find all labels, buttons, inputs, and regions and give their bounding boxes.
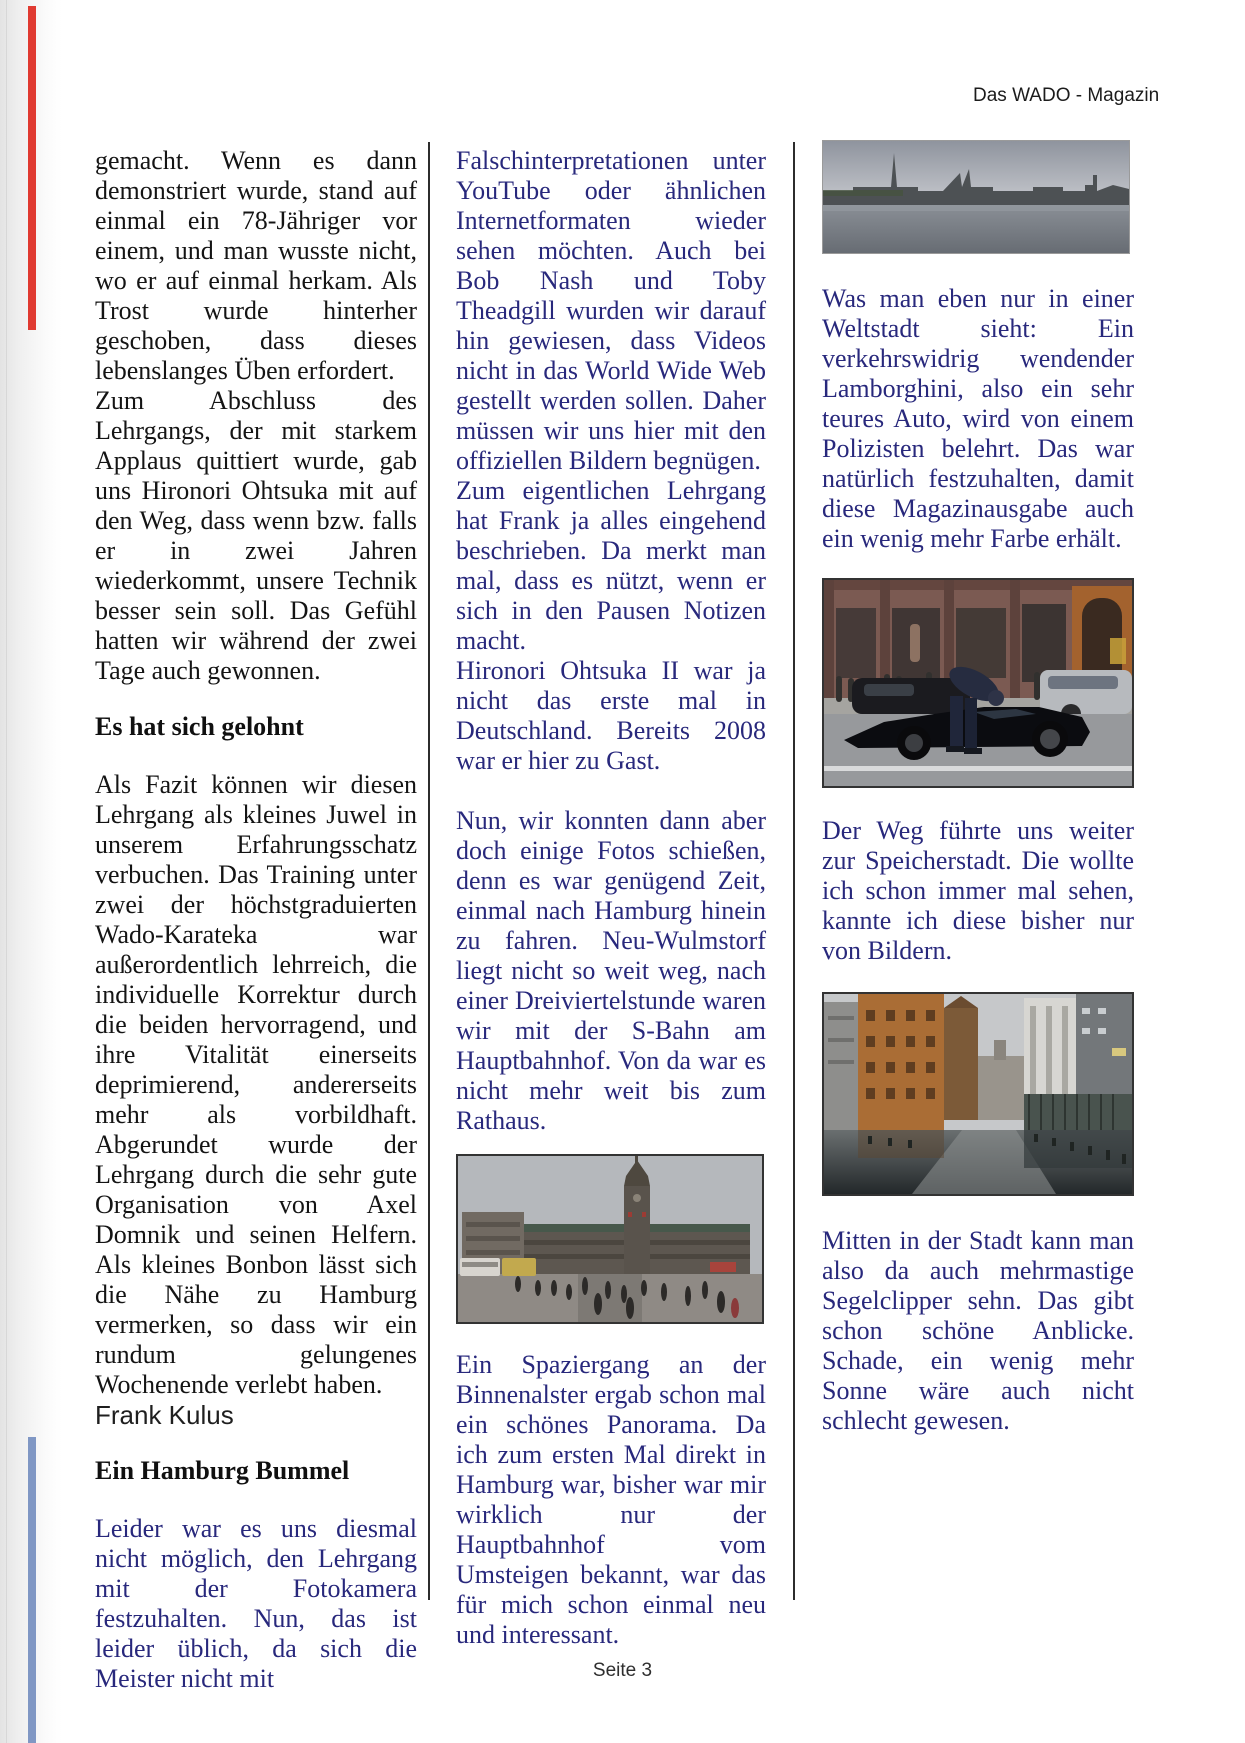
column-2 (456, 146, 766, 1650)
paragraph: Falschinterpretationen unter YouTube oder ähnlichen Internetformaten wieder sehen möchten. Auch bei Bob Nash und Toby Theadgill wurden wir darauf hin gewiesen, dass Videos nicht in das World Wide Web gestellt werden sollen. Daher müssen wir uns hier mit den offiziellen Bildern begnügen. (456, 146, 766, 475)
paragraph: gemacht. Wenn es dann demonstriert wurde, stand auf einmal ein 78-Jähriger vor einem, und man wusste nicht, wo er auf einmal herkam. Als Trost wurde hinterher geschoben, dass dieses lebenslanges Üben erfordert. (95, 146, 417, 385)
photo-binnenalster (822, 140, 1130, 254)
section-heading: Ein Hamburg Bummel (95, 1456, 350, 1485)
page-header: Das WADO - Magazin (973, 85, 1160, 106)
paragraph: Als Fazit können wir diesen Lehrgang als kleines Juwel in unserem Erfahrungsschatz verbuchen. Das Training unter zwei der höchstgraduierten Wado-Karateka war außerordentlich lehrreich, die individuelle Korrektur durch die beiden hervorragend, und ihre Vitalität einerseits deprimierend, andererseits mehr als vorbildhaft. Abgerundet wurde der Lehrgang durch die sehr gute Organisation von Axel Domnik und seinen Helfern. Als kleines Bonbon lässt sich die Nähe zu Hamburg vermerken, so dass wir ein rundum gelungenes Wochenende verlebt haben. (95, 770, 417, 1399)
paragraph: Ein Spaziergang an der Binnenalster ergab schon mal ein schönes Panorama. Da ich zum ersten Mal direkt in Hamburg war, bisher war mir wirklich nur der Hauptbahnhof vom Umsteigen bekannt, war das für mich schon einmal neu und interessant. (456, 1350, 766, 1649)
photo-lamborghini (822, 578, 1134, 788)
photo-speicherstadt (822, 992, 1134, 1196)
paragraph: Hironori Ohtsuka II war ja nicht das erste mal in Deutschland. Bereits 2008 war er hier zu Gast. (456, 656, 766, 775)
paragraph: Was man eben nur in einer Weltstadt sieht: Ein verkehrswidrig wendender Lamborghini, also ein sehr teures Auto, wird von einem Polizisten belehrt. Das war natürlich festzuhalten, damit diese Magazinausgabe auch ein wenig mehr Farbe erhält. (822, 284, 1134, 553)
paragraph: Mitten in der Stadt kann man also da auch mehrmastige Segelclipper sehn. Das gibt schon schöne Anblicke. Schade, ein wenig mehr Sonne wäre auch nicht schlecht gewesen. (822, 1226, 1134, 1435)
paragraph: Nun, wir konnten dann aber doch einige Fotos schießen, denn es war genügend Zeit, einmal nach Hamburg hinein zu fahren. Neu-Wulmstorf liegt nicht so weit weg, nach einer Dreiviertelstunde waren wir mit der S-Bahn am Hauptbahnhof. Von da war es nicht mehr weit bis zum Rathaus. (456, 806, 766, 1135)
paragraph: Zum eigentlichen Lehrgang hat Frank ja alles eingehend beschrieben. Da merkt man mal, dass es nützt, wenn er sich in den Pausen Notizen macht. (456, 476, 766, 655)
column-divider-right (793, 142, 795, 1600)
photo-rathaus (456, 1154, 764, 1324)
author-byline: Frank Kulus (95, 1400, 234, 1430)
red-edge-mark (28, 6, 36, 330)
paragraph: Leider war es uns diesmal nicht möglich, den Lehrgang mit der Fotokamera festzuhalten. Nun, das ist leider üblich, da sich die Meister nicht mit (95, 1514, 417, 1693)
column-1 (95, 146, 417, 1694)
page-number: Seite 3 (592, 1660, 653, 1681)
paragraph: Der Weg führte uns weiter zur Speicherstadt. Die wollte ich schon immer mal sehen, kannte ich diese bisher nur von Bildern. (822, 816, 1134, 965)
blue-edge-mark (28, 1437, 36, 1743)
column-divider-left (428, 142, 430, 1600)
paragraph: Zum Abschluss des Lehrgangs, der mit starkem Applaus quittiert wurde, gab uns Hironori Ohtsuka mit auf den Weg, dass wenn bzw. falls er in zwei Jahren wiederkommt, unsere Technik besser sein soll. Das Gefühl hatten wir während der zwei Tage auch gewonnen. (95, 386, 417, 685)
column-3 (822, 140, 1134, 1436)
section-heading: Es hat sich gelohnt (95, 712, 304, 741)
